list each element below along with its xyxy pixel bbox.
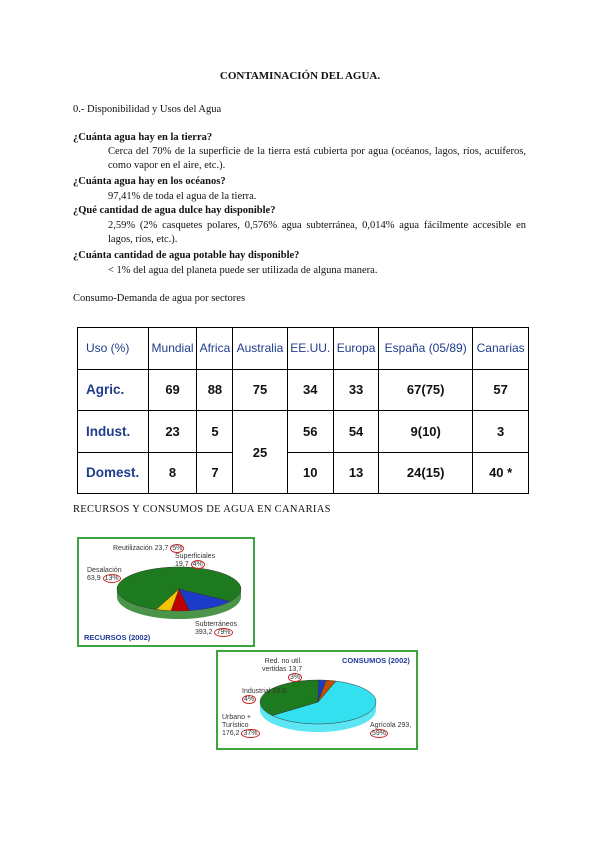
header-cell: Canarias <box>473 328 529 370</box>
question-3: ¿Qué cantidad de agua dulce hay disponible? <box>73 205 276 216</box>
header-cell: Uso (%) <box>78 328 149 370</box>
recursos-title: RECURSOS (2002) <box>84 633 151 642</box>
answer-3: 2,59% (2% casquetes polares, 0,576% agua subterránea, 0,014% agua fácilmente accesible en lagos, ríos, etc.). <box>108 220 526 245</box>
consumo-label: Consumo-Demanda de agua por sectores <box>73 293 246 304</box>
table-cell: 67(75) <box>379 369 473 411</box>
table-cell: 3 <box>473 411 529 453</box>
header-cell: España (05/89) <box>379 328 473 370</box>
table-cell: 10 <box>287 452 334 494</box>
recursos-slices <box>117 567 241 619</box>
consumos-title: CONSUMOS (2002) <box>342 656 410 665</box>
table-header-row <box>78 328 529 370</box>
question-4: ¿Cuánta cantidad de agua potable hay disponible? <box>73 250 300 261</box>
recursos-label: RECURSOS Y CONSUMOS DE AGUA EN CANARIAS <box>73 504 331 515</box>
table-cell: 69 <box>148 369 197 411</box>
label-industrial: Industrial 10,0 4% <box>242 688 286 703</box>
table-cell: 13 <box>334 452 379 494</box>
row-label: Indust. <box>78 411 149 453</box>
label-superficiales: Superficiales 19,7 4% <box>175 553 216 568</box>
section-heading: 0.- Disponibilidad y Usos del Agua <box>73 104 222 115</box>
table-row <box>78 411 529 453</box>
table-cell: 25 <box>233 411 287 494</box>
table-cell: 57 <box>473 369 529 411</box>
answer-4: < 1% del agua del planeta puede ser utilizada de alguna manera. <box>108 265 378 276</box>
label-agricola: Agrícola 293, 59% <box>370 722 412 737</box>
question-1: ¿Cuánta agua hay en la tierra? <box>73 132 213 143</box>
question-2: ¿Cuánta agua hay en los océanos? <box>73 176 226 187</box>
table-cell: 75 <box>233 369 287 411</box>
answer-2: 97,41% de toda el agua de la tierra. <box>108 191 257 202</box>
table-row <box>78 452 529 494</box>
label-reutilizacion: Reutilización 23,7 5% <box>113 545 183 552</box>
table-cell: 34 <box>287 369 334 411</box>
label-red-no-util: Red. no util. vertidas 13,7 3% <box>262 658 303 681</box>
row-label: Domest. <box>78 452 149 494</box>
table-cell: 40 * <box>473 452 529 494</box>
table-cell: 5 <box>197 411 233 453</box>
header-cell: Africa <box>197 328 233 370</box>
table-cell: 8 <box>148 452 197 494</box>
consumos-chart <box>216 650 418 750</box>
table-cell: 9(10) <box>379 411 473 453</box>
table-cell: 88 <box>197 369 233 411</box>
table-cell: 33 <box>334 369 379 411</box>
table-cell: 56 <box>287 411 334 453</box>
uso-table <box>77 327 529 494</box>
table-cell: 54 <box>334 411 379 453</box>
header-cell: EE.UU. <box>287 328 334 370</box>
header-cell: Mundial <box>148 328 197 370</box>
table-row <box>78 369 529 411</box>
table-cell: 23 <box>148 411 197 453</box>
label-desalacion: Desalación 63,9 13% <box>87 567 122 582</box>
row-label: Agric. <box>78 369 149 411</box>
recursos-chart <box>77 537 255 647</box>
table-cell: 7 <box>197 452 233 494</box>
label-urbano: Urbano + Turístico 176,2 37% <box>222 714 258 737</box>
page-title: CONTAMINACIÓN DEL AGUA. <box>219 70 381 82</box>
label-subterraneos: Subterráneos 393,2 79% <box>195 621 238 636</box>
header-cell: Europa <box>334 328 379 370</box>
header-cell: Australia <box>233 328 287 370</box>
table-cell: 24(15) <box>379 452 473 494</box>
answer-1: Cerca del 70% de la superficie de la tierra está cubierta por agua (océanos, lagos, ríos, acuíferos, como vapor en el aire, etc.). <box>108 146 526 171</box>
